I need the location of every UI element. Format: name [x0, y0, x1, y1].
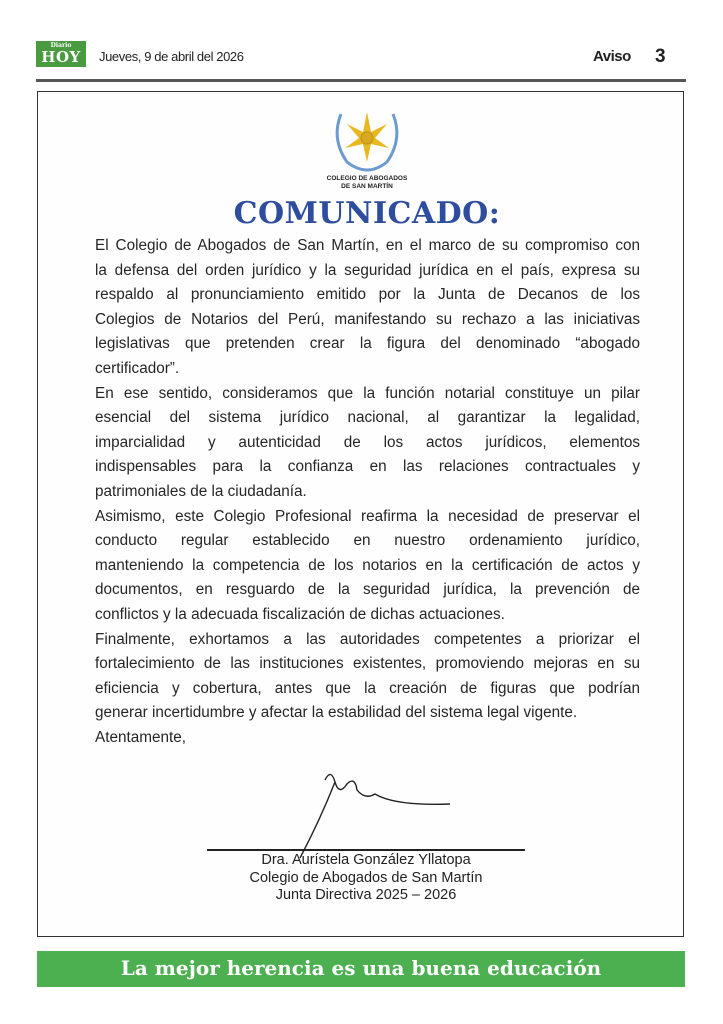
paragraph-line: indispensables para la confianza en las relaciones contractuales y	[95, 458, 640, 476]
bar-association-emblem	[327, 104, 407, 174]
paragraph-line: esencial del sistema jurídico nacional, al garantizar la legalidad,	[95, 409, 640, 427]
handwritten-signature	[295, 760, 455, 860]
issue-date: Jueves, 9 de abril del 2026	[99, 49, 244, 64]
paragraph-line: legislativas que pretenden crear la figura del denominado “abogado	[95, 335, 640, 353]
paragraph-line: eficiencia y cobertura, antes que la creación de figuras que podrían	[95, 679, 640, 697]
logo-big-text: HOY	[41, 48, 81, 66]
emblem-caption-line: COLEGIO DE ABOGADOS	[326, 175, 408, 182]
section-label: Aviso	[593, 48, 631, 65]
header-divider	[36, 79, 686, 82]
newspaper-logo	[36, 41, 86, 67]
paragraph-line: Atentamente,	[95, 728, 186, 746]
paragraph-line: En ese sentido, consideramos que la función notarial constituye un pilar	[95, 384, 640, 402]
signer-organization: Colegio de Abogados de San Martín	[249, 869, 483, 886]
notice-body	[95, 234, 640, 750]
paragraph-line: la defensa del orden jurídico y la seguridad jurídica en el país, expresa su	[95, 261, 640, 279]
paragraph-line: conflictos y la adecuada fiscalización de dichas actuaciones.	[95, 605, 505, 623]
paragraph-line: Finalmente, exhortamos a las autoridades competentes a priorizar el	[95, 630, 640, 648]
notice-paragraph	[95, 628, 640, 726]
logo-small-text: Diario	[50, 42, 72, 49]
signer-role: Junta Directiva 2025 – 2026	[275, 887, 457, 903]
signer-name: Dra. Aurístela González Yllatopa	[261, 852, 471, 868]
notice-paragraph	[95, 382, 640, 505]
paragraph-line: certificador”.	[95, 359, 180, 377]
paragraph-line: conducto regular establecido en nuestro ordenamiento jurídico,	[95, 532, 640, 550]
signer-block	[200, 852, 532, 905]
notice-title: COMUNICADO:	[233, 196, 501, 231]
paragraph-line: patrimoniales de la ciudadanía.	[95, 482, 307, 500]
notice-paragraph	[95, 234, 640, 382]
paragraph-line: imparcialidad y autenticidad de los actos jurídicos, elementos	[95, 433, 640, 451]
paragraph-line: respaldo al pronunciamiento emitido por la Junta de Decanos de los	[95, 286, 640, 304]
paragraph-line: fortalecimiento de las instituciones existentes, promoviendo mejoras en su	[95, 655, 640, 673]
paragraph-line: generar incertidumbre y afectar la estabilidad del sistema legal vigente.	[95, 704, 578, 722]
paragraph-line: El Colegio de Abogados de San Martín, en el marco de su compromiso con	[95, 237, 640, 254]
paragraph-line: documentos, en resguardo de la seguridad jurídica, la prevención de	[95, 581, 640, 599]
page-number: 3	[655, 46, 666, 67]
notice-paragraph	[95, 726, 640, 751]
paragraph-line: Colegios de Notarios del Perú, manifestando su rechazo a las iniciativas	[95, 310, 640, 328]
paragraph-line: Asimismo, este Colegio Profesional reafirma la necesidad de preservar el	[95, 507, 640, 525]
emblem-caption-line: DE SAN MARTÍN	[341, 182, 393, 190]
notice-paragraph	[95, 505, 640, 628]
footer-slogan-banner: La mejor herencia es una buena educación	[37, 951, 685, 987]
signature-line	[207, 849, 525, 851]
paragraph-line: manteniendo la competencia de los notarios en la certificación de actos y	[95, 556, 640, 574]
emblem-caption	[287, 175, 447, 190]
